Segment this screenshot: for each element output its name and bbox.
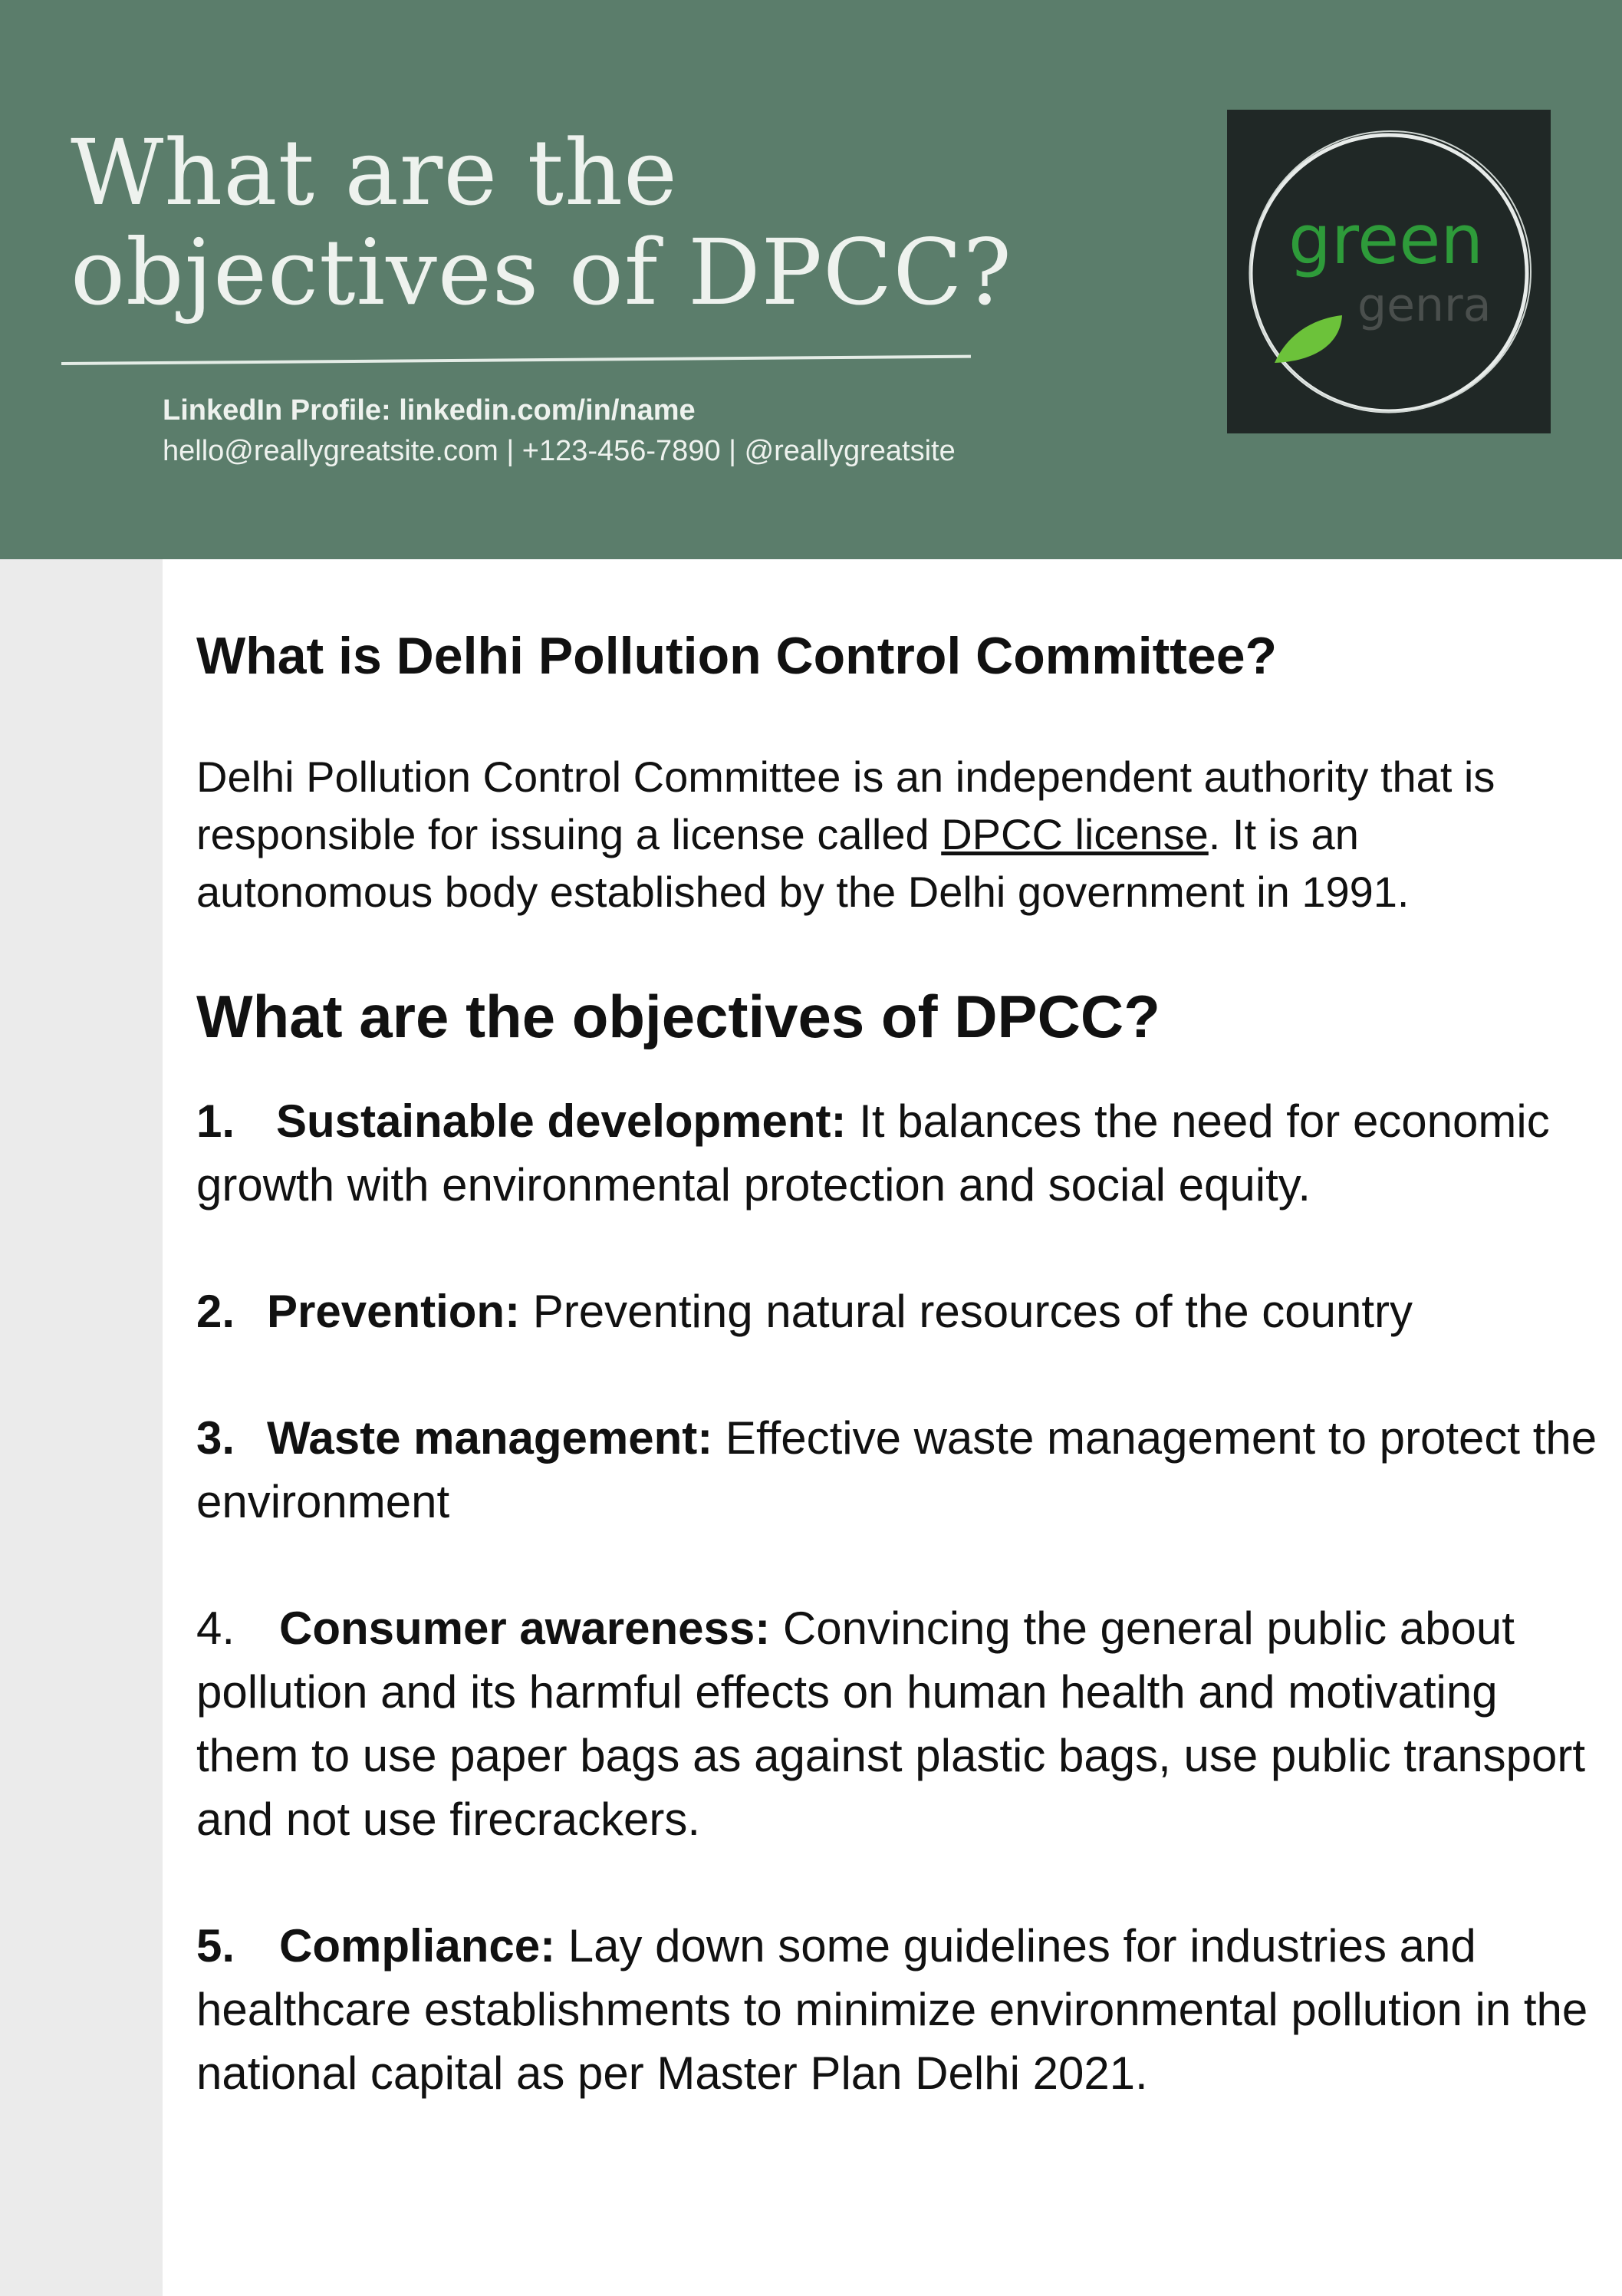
objective-item [196,1596,1600,1851]
logo-word-genra: genra [1357,278,1492,332]
page-title [71,120,1012,325]
item-title: Waste management: [267,1412,713,1464]
item-number: 2. [196,1286,235,1337]
objective-item [196,1089,1600,1217]
left-sidebar-band [0,559,163,2296]
title-line-2: objectives of DPCC? [71,219,1012,325]
dpcc-license-link[interactable]: DPCC license [941,810,1209,858]
item-number: 4. [196,1603,235,1654]
item-text: Lay down some guidelines for industries and healthcare establishments to minimize environmental pollution in the national capital as per Master Plan Delhi 2021. [196,1920,1588,2099]
item-title: Sustainable development: [276,1095,847,1147]
description-text: Delhi Pollution Control Committee is an independent authority that is responsible for issuing a license called [196,753,1495,858]
description-text-end: . It is an autonomous body established by the Delhi government in 1991. [196,810,1410,916]
item-text: Convincing the general public about pollution and its harmful effects on human health and motivating them to use paper bags as against plastic bags, use public transport and not use firecrackers. [196,1603,1586,1845]
item-number: 1. [196,1095,235,1147]
item-number: 3. [196,1412,235,1464]
objective-item [196,1280,1600,1343]
item-number: 5. [196,1920,235,1972]
item-text: Effective waste management to protect the environment [196,1412,1597,1527]
contact-info: hello@reallygreatsite.com | +123-456-7890 | @reallygreatsite [163,435,956,467]
item-title: Prevention: [267,1286,521,1337]
section-heading-objectives: What are the objectives of DPCC? [196,983,1160,1050]
objective-item [196,1406,1600,1533]
green-genra-logo [1227,110,1551,433]
item-title: Consumer awareness: [279,1603,771,1654]
main-content [196,625,1600,2168]
item-text: It balances the need for economic growth with environmental protection and social equity. [196,1095,1550,1211]
objective-item [196,1914,1600,2105]
header-banner [0,0,1622,559]
item-title: Compliance: [279,1920,556,1972]
title-line-1: What are the [71,120,678,226]
linkedin-profile[interactable]: LinkedIn Profile: linkedin.com/in/name [163,394,696,427]
logo-word-green: green [1288,200,1484,279]
item-text: Preventing natural resources of the country [520,1286,1413,1337]
dpcc-description [196,748,1600,921]
leaf-icon [1275,315,1342,363]
section-heading-dpcc: What is Delhi Pollution Control Committee? [196,627,1278,685]
title-divider [61,355,971,365]
